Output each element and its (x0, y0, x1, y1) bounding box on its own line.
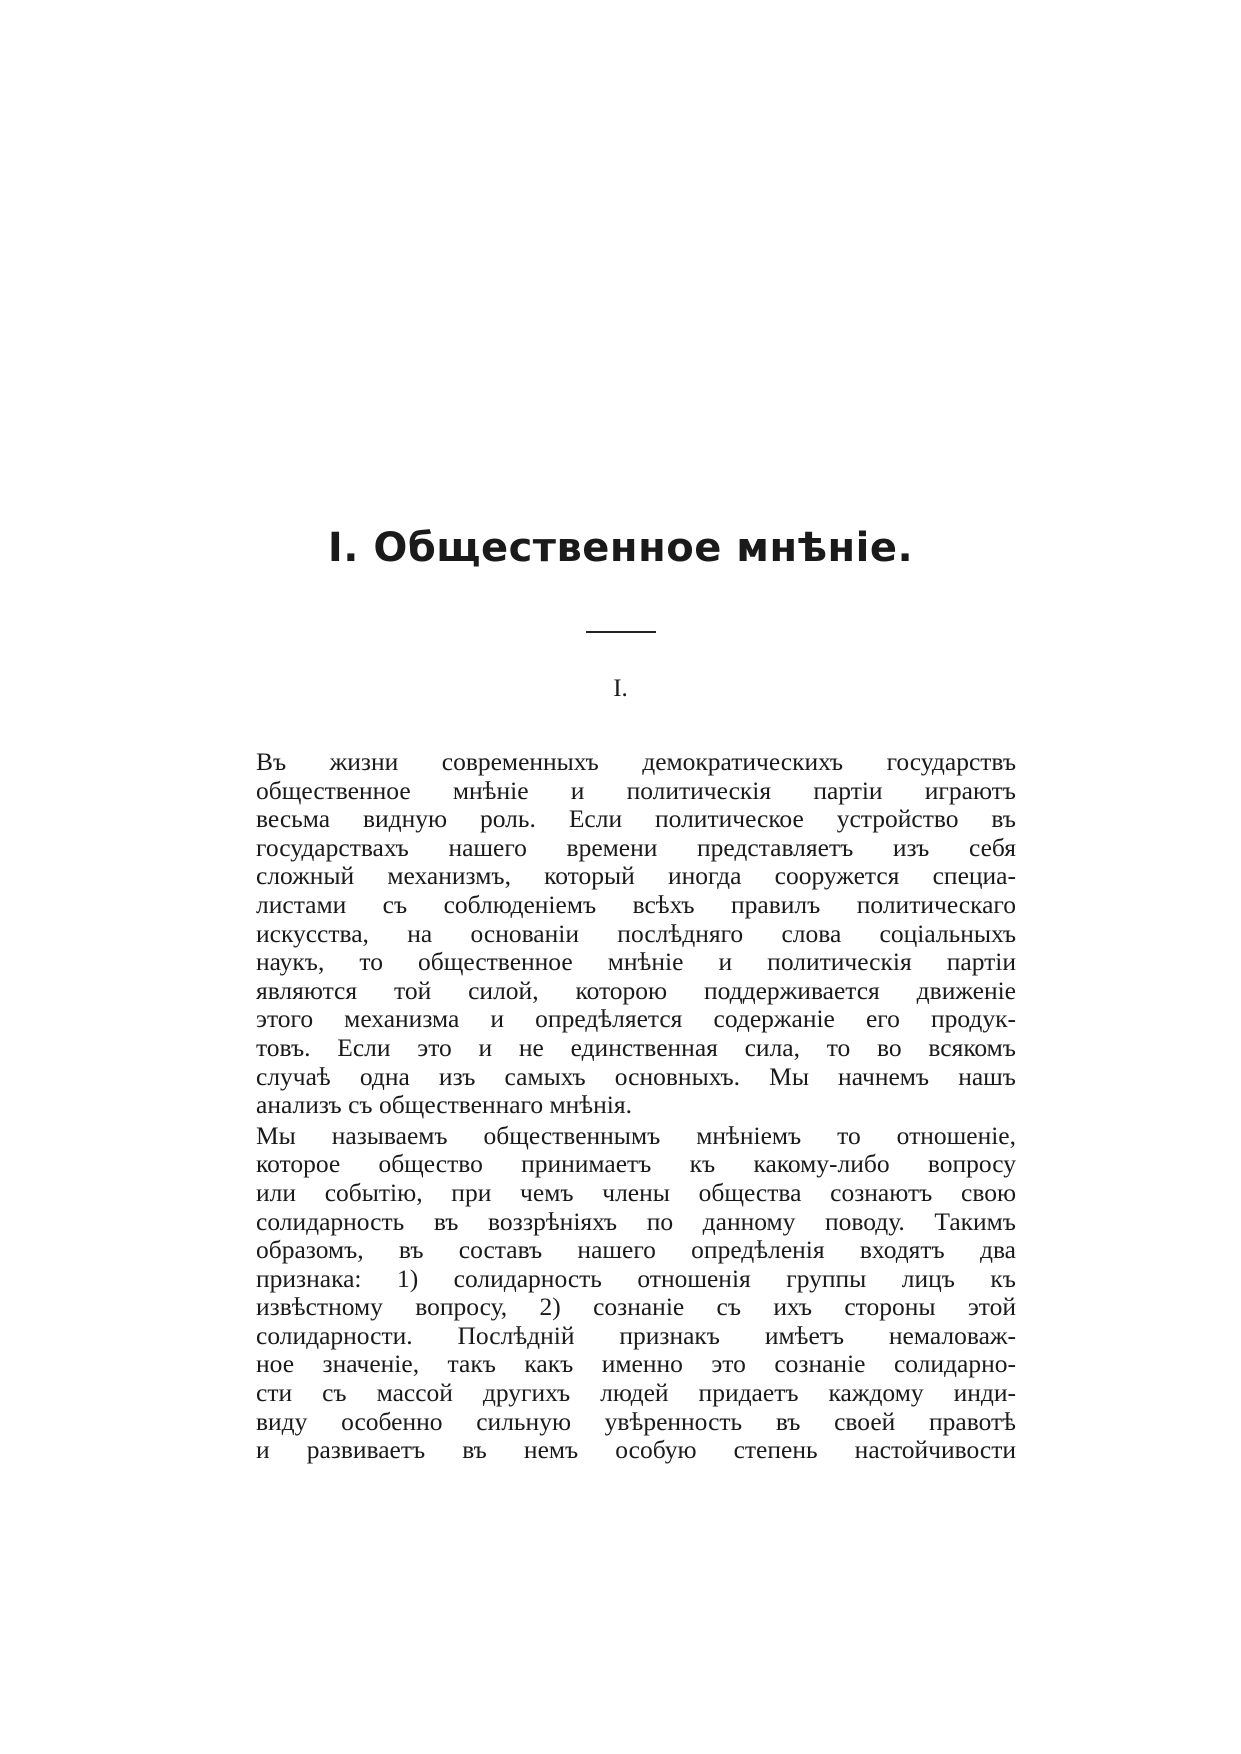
text-line: являются той силой, которою поддерживается движеніе (256, 975, 1016, 1005)
text-line: случаѣ одна изъ самыхъ основныхъ. Мы начнемъ нашъ (256, 1061, 1016, 1091)
chapter-title: I. Общественное мнѣніе. (327, 525, 914, 571)
text-line: признака: 1) солидарность отношенія группы лицъ къ (256, 1263, 1016, 1293)
text-line: анализъ съ общественнаго мнѣнія. (256, 1090, 632, 1120)
text-line: солидарности. Послѣдній признакъ имѣетъ немаловаж- (256, 1320, 1016, 1350)
text-line: которое общество принимаетъ къ какому-либо вопросу (256, 1149, 1016, 1179)
text-line: этого механизма и опредѣляется содержаніе его продук- (256, 1004, 1016, 1034)
text-line: виду особенно сильную увѣренность въ своей правотѣ (256, 1406, 1016, 1436)
text-line: образомъ, въ составъ нашего опредѣленія входятъ два (256, 1235, 1016, 1265)
body-text (226, 748, 1016, 1465)
text-line: ное значеніе, такъ какъ именно это сознаніе солидарно- (256, 1349, 1016, 1379)
text-line: извѣстному вопросу, 2) сознаніе съ ихъ стороны этой (256, 1292, 1016, 1322)
text-line: солидарность въ воззрѣніяхъ по данному поводу. Такимъ (256, 1206, 1016, 1236)
text-line: сложный механизмъ, который иногда сооружется специа- (256, 861, 1016, 891)
text-line: листами съ соблюденіемъ всѣхъ правилъ политическаго (256, 889, 1016, 919)
title-divider (586, 631, 656, 633)
text-line: Въ жизни современныхъ демократическихъ государствъ (256, 747, 1016, 776)
paragraph-1 (226, 748, 1016, 1120)
text-line: Мы называемъ общественнымъ мнѣніемъ то отношеніе, (256, 1120, 1016, 1150)
text-line: наукъ, то общественное мнѣніе и политическія партіи (256, 947, 1016, 977)
section-number: I. (613, 675, 628, 702)
text-line: и развиваетъ въ немъ особую степень настойчивости (256, 1435, 1016, 1465)
text-line: или событію, при чемъ члены общества сознаютъ свою (256, 1177, 1016, 1207)
text-line: весьма видную роль. Если политическое устройство въ (256, 804, 1016, 834)
text-line: искусства, на основаніи послѣдняго слова соціальныхъ (256, 918, 1016, 948)
text-line: государствахъ нашего времени представляетъ изъ себя (256, 832, 1016, 862)
text-line: общественное мнѣніе и политическія партіи играютъ (256, 775, 1016, 805)
text-line: товъ. Если это и не единственная сила, то во всякомъ (256, 1032, 1016, 1062)
text-line: сти съ массой другихъ людей придаетъ каждому инди- (256, 1378, 1016, 1408)
paragraph-2 (226, 1122, 1016, 1465)
